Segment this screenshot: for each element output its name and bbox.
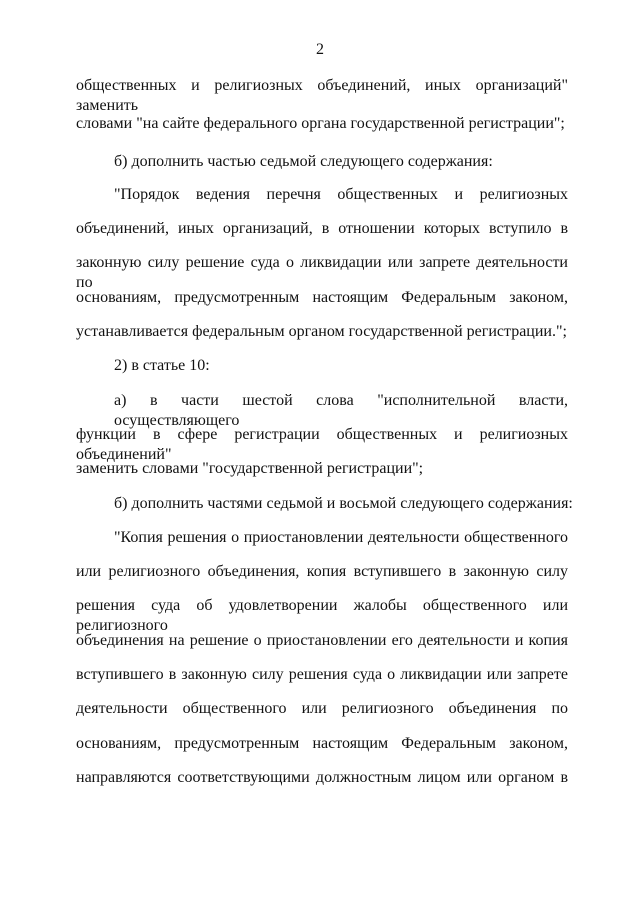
text-line: б) дополнить частью седьмой следующего содержания: <box>114 153 493 170</box>
text-line: направляются соответствующими должностным лицом или органом в <box>76 769 568 786</box>
text-line: заменить словами "государственной регистрации"; <box>76 460 424 477</box>
text-line: деятельности общественного или религиозного объединения по <box>76 700 568 717</box>
text-line: или религиозного объединения, копия вступившего в законную силу <box>76 563 568 580</box>
text-line: законную силу решение суда о ликвидации или запрете деятельности по <box>76 254 568 291</box>
text-line: "Копия решения о приостановлении деятельности общественного <box>114 529 568 546</box>
text-line: функции в сфере регистрации общественных и религиозных объединений" <box>76 426 568 463</box>
text-line: объединения на решение о приостановлении его деятельности и копия <box>76 632 568 649</box>
text-line: 2) в статье 10: <box>114 357 210 374</box>
text-line: б) дополнить частями седьмой и восьмой следующего содержания: <box>114 495 573 512</box>
text-line: общественных и религиозных объединений, иных организаций" заменить <box>76 77 568 114</box>
text-line: основаниям, предусмотренным настоящим Федеральным законом, <box>76 289 568 306</box>
text-line: вступившего в законную силу решения суда о ликвидации или запрете <box>76 666 568 683</box>
text-line: решения суда об удовлетворении жалобы общественного или религиозного <box>76 597 568 634</box>
text-line: объединений, иных организаций, в отношении которых вступило в <box>76 220 568 237</box>
text-line: "Порядок ведения перечня общественных и религиозных <box>114 186 568 203</box>
text-line: словами "на сайте федерального органа государственной регистрации"; <box>76 115 565 132</box>
text-line: а) в части шестой слова "исполнительной власти, осуществляющего <box>114 392 568 429</box>
text-line: устанавливается федеральным органом государственной регистрации."; <box>76 323 567 340</box>
text-line: основаниям, предусмотренным настоящим Федеральным законом, <box>76 735 568 752</box>
page-number: 2 <box>316 41 324 58</box>
